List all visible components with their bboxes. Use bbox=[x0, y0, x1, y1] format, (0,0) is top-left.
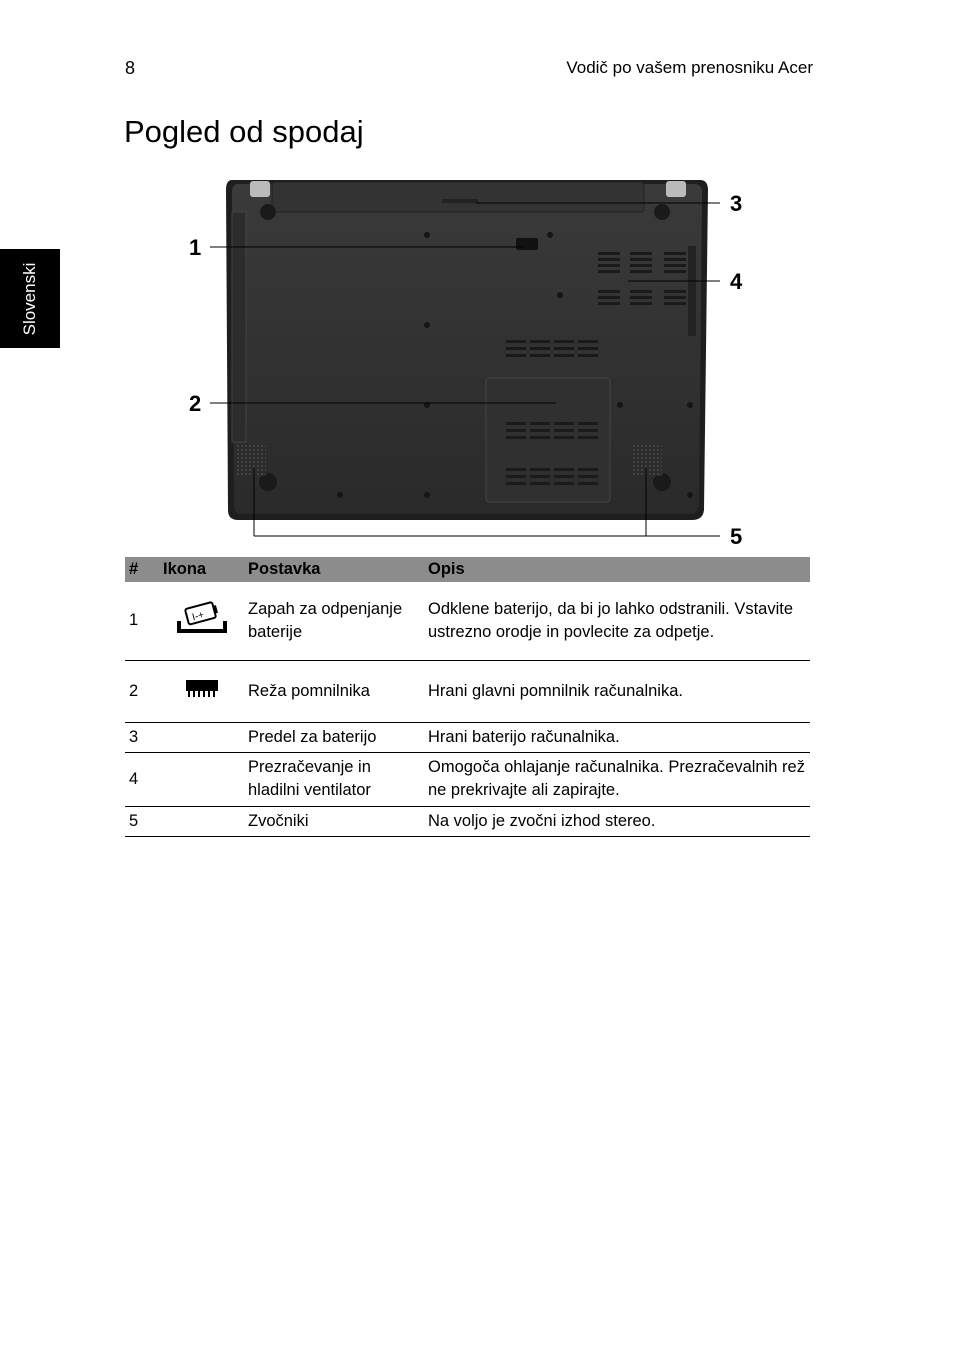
row-number: 4 bbox=[125, 752, 159, 806]
running-header: Vodič po vašem prenosniku Acer bbox=[566, 58, 813, 77]
row-description: Odklene baterijo, da bi jo lahko odstranili. Vstavite ustrezno orodje in povlecite za odpetje. bbox=[424, 582, 810, 660]
table-row bbox=[125, 752, 810, 806]
row-item: Zvočniki bbox=[244, 806, 424, 836]
row-number: 1 bbox=[125, 582, 159, 660]
table-row bbox=[125, 722, 810, 752]
table-header-row bbox=[125, 557, 810, 582]
header-item: Postavka bbox=[244, 557, 424, 582]
header-icon: Ikona bbox=[159, 557, 244, 582]
row-description: Omogoča ohlajanje računalnika. Prezračevalnih rež ne prekrivajte ali zapirajte. bbox=[424, 752, 810, 806]
table-row bbox=[125, 660, 810, 722]
callout-5: 5 bbox=[730, 524, 743, 547]
table-row bbox=[125, 582, 810, 660]
row-description: Hrani baterijo računalnika. bbox=[424, 722, 810, 752]
row-item: Zapah za odpenjanje baterije bbox=[244, 582, 424, 660]
laptop-bottom-illustration bbox=[180, 172, 760, 547]
row-description: Hrani glavni pomnilnik računalnika. bbox=[424, 660, 810, 722]
table-row bbox=[125, 806, 810, 836]
laptop-bottom-figure bbox=[180, 172, 760, 547]
memory-door bbox=[486, 378, 610, 502]
callout-2: 2 bbox=[189, 391, 202, 416]
header-description: Opis bbox=[424, 557, 810, 582]
row-number: 3 bbox=[125, 722, 159, 752]
header-number: # bbox=[125, 557, 159, 582]
page-title: Pogled od spodaj bbox=[124, 114, 364, 149]
row-item: Prezračevanje in hladilni ventilator bbox=[244, 752, 424, 806]
language-tab-label: Slovenski bbox=[20, 262, 39, 335]
battery-release-icon bbox=[177, 599, 227, 635]
row-description: Na voljo je zvočni izhod stereo. bbox=[424, 806, 810, 836]
callout-4: 4 bbox=[730, 269, 743, 294]
callout-1: 1 bbox=[189, 235, 202, 260]
language-tab bbox=[0, 249, 60, 348]
callout-3: 3 bbox=[730, 191, 743, 216]
row-item: Predel za baterijo bbox=[244, 722, 424, 752]
left-speaker-grille bbox=[236, 444, 266, 476]
row-item: Reža pomnilnika bbox=[244, 660, 424, 722]
right-speaker-grille bbox=[632, 444, 662, 476]
page-number: 8 bbox=[125, 58, 136, 78]
row-number: 2 bbox=[125, 660, 159, 722]
parts-table bbox=[125, 557, 810, 837]
svg-text:I-+: I-+ bbox=[190, 609, 205, 624]
row-number: 5 bbox=[125, 806, 159, 836]
memory-module-icon bbox=[184, 676, 220, 700]
